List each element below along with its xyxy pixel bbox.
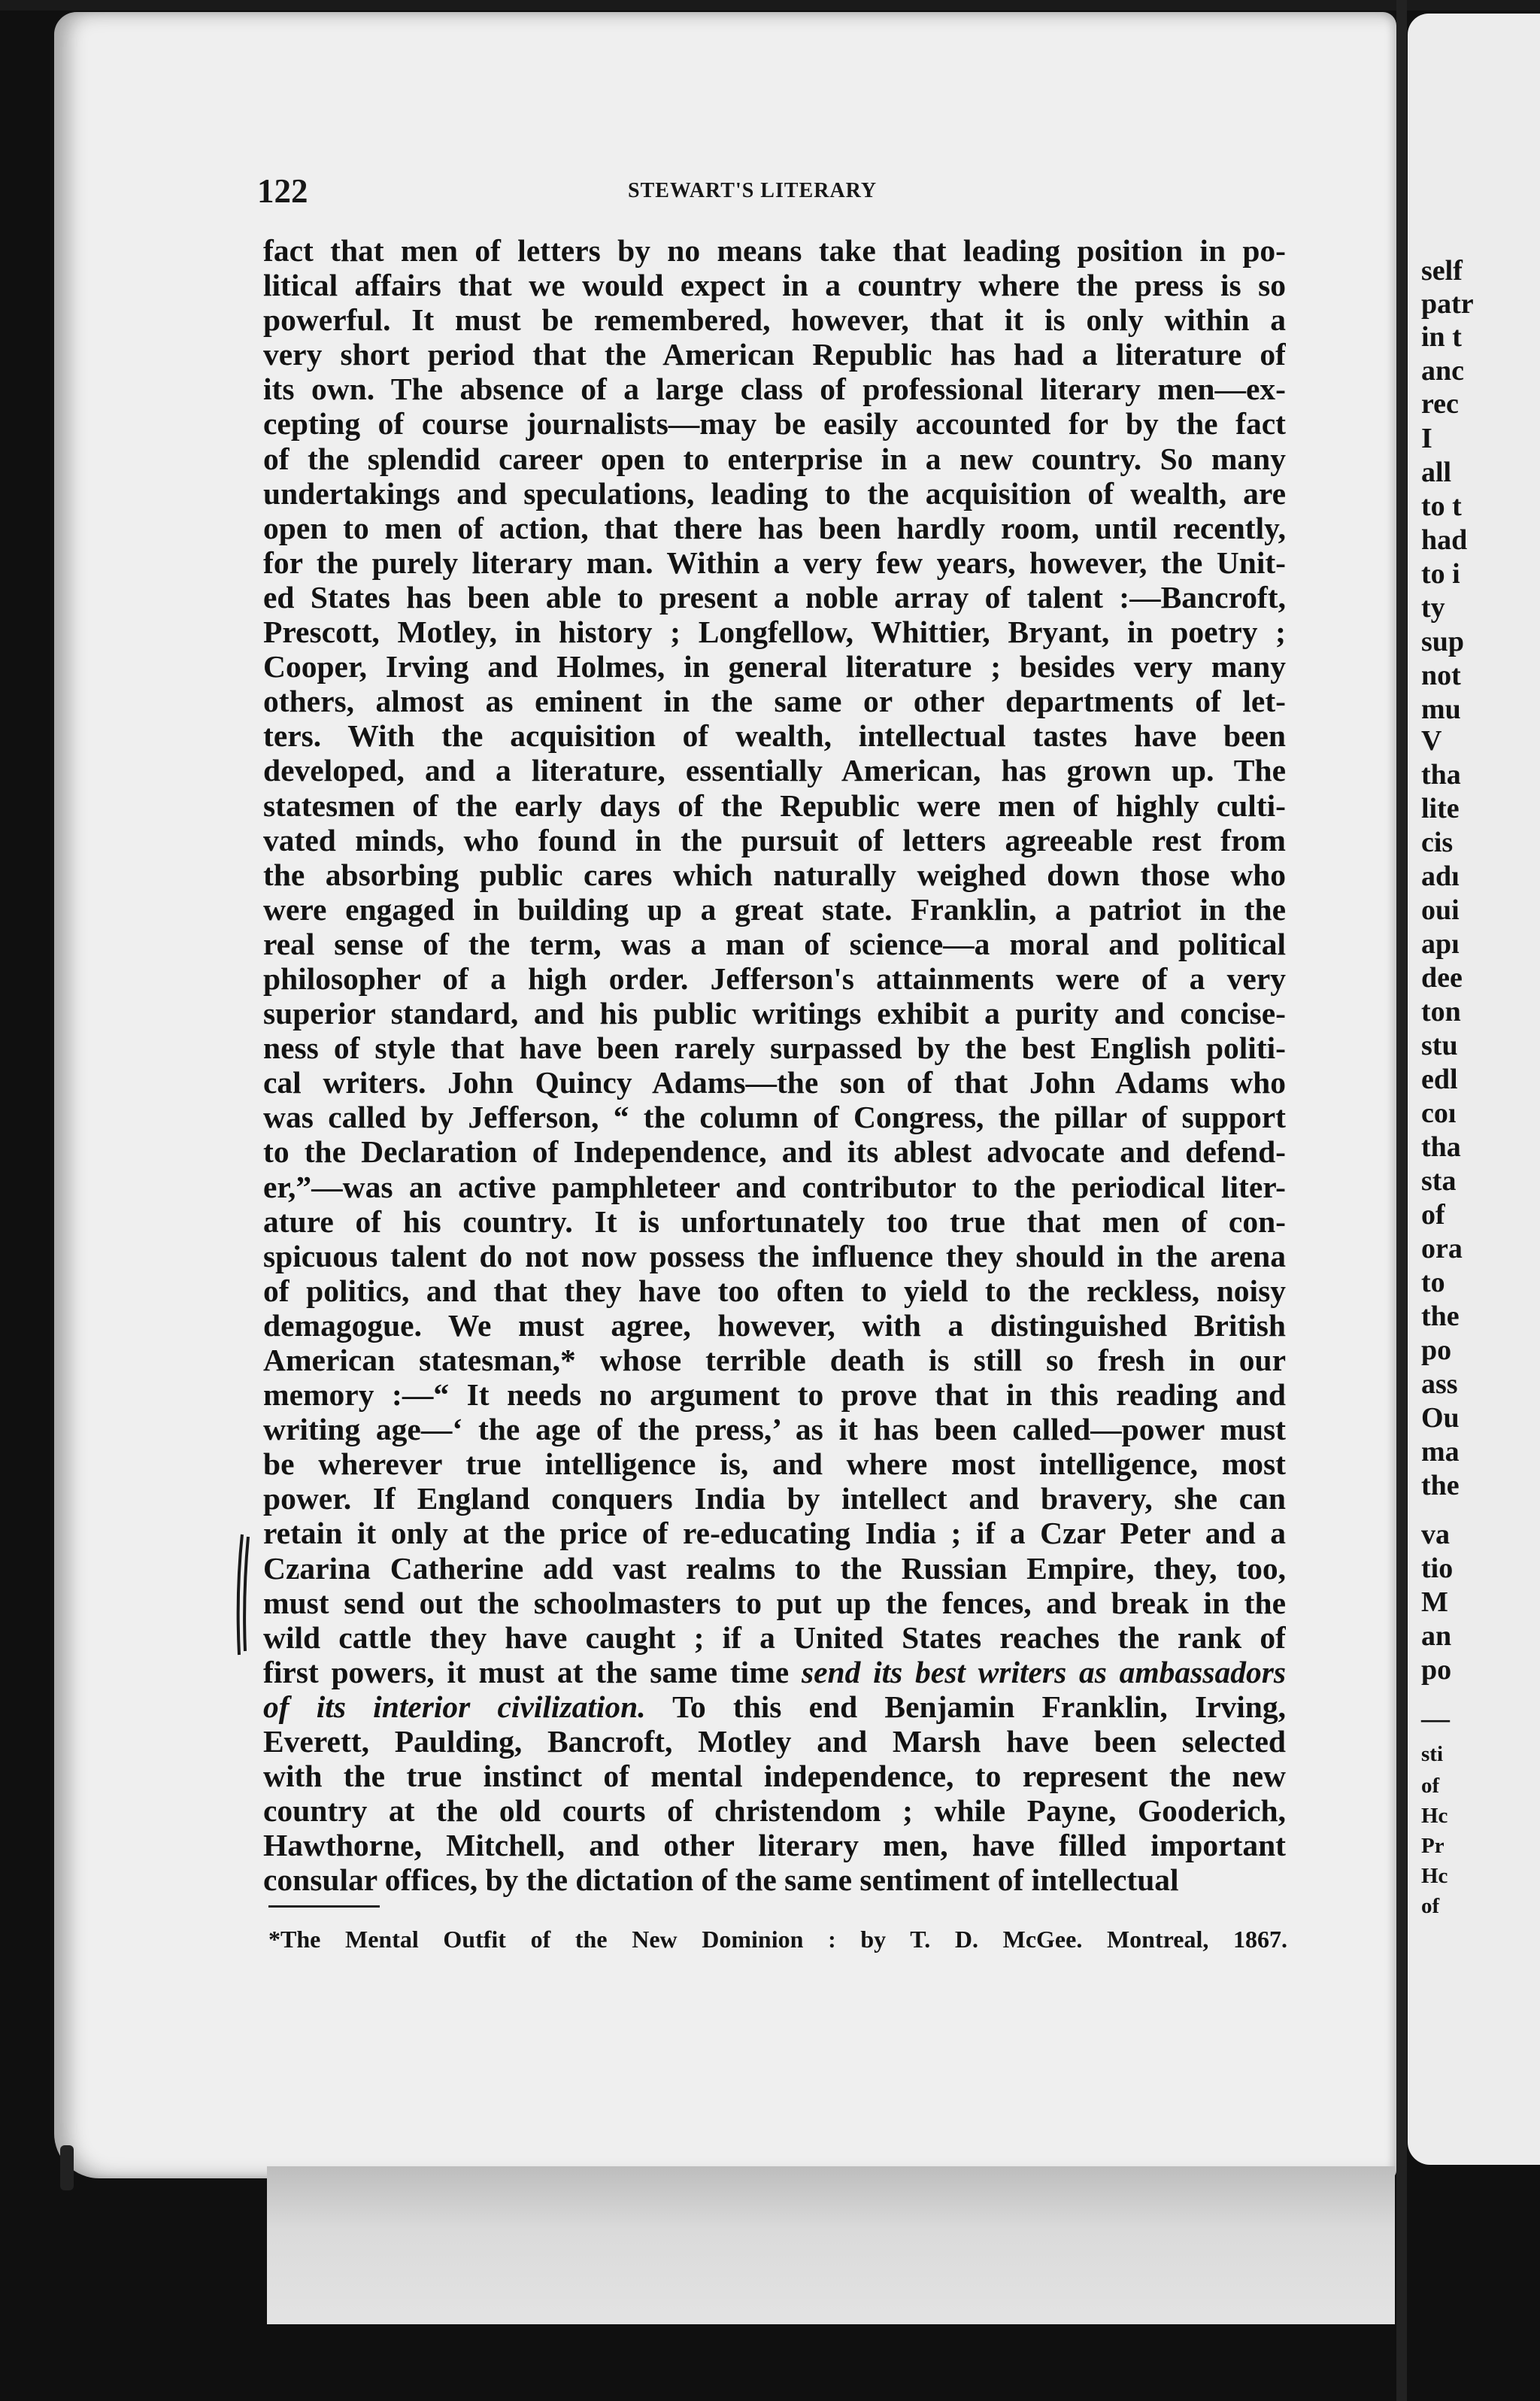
body-line: of its interior civilization. To this end Benjamin Franklin, Irving, — [263, 1689, 1286, 1724]
facing-page-fragment: Ou — [1421, 1402, 1460, 1434]
body-line: of politics, and that they have too often to yield to the reckless, noisy — [263, 1273, 1286, 1308]
body-line: to the Declaration of Independence, and its ablest advocate and defend- — [263, 1134, 1286, 1170]
body-line: wild cattle they have caught ; if a United States reaches the rank of — [263, 1619, 1286, 1655]
body-line: cal writers. John Quincy Adams—the son of that John Adams who — [263, 1065, 1286, 1100]
facing-page-fragment: sup — [1421, 626, 1465, 657]
body-line: for the purely literary man. Within a very few years, however, the Unit- — [263, 545, 1286, 580]
body-line: vated minds, who found in the pursuit of letters agreeable rest from — [263, 822, 1286, 858]
facing-page-fragment: va — [1421, 1519, 1450, 1550]
body-line: American statesman,* whose terrible death is still so fresh in our — [263, 1343, 1286, 1377]
body-line: cepting of course journalists—may be easily accounted for by the fact — [263, 406, 1286, 442]
body-line: real sense of the term, was a man of science—a moral and political — [263, 926, 1286, 961]
body-line: demagogue. We must agree, however, with a distinguished British — [263, 1307, 1286, 1343]
facing-page-fragment: ma — [1421, 1436, 1460, 1468]
facing-page-fragment: rec — [1421, 388, 1459, 420]
facing-page-fragment: stu — [1421, 1030, 1458, 1061]
facing-page-fragment: po — [1421, 1654, 1452, 1686]
facing-page-fragment: apı — [1421, 928, 1460, 960]
footnote: *The Mental Outfit of the New Dominion : by T. D. McGee. Montreal, 1867. — [268, 1926, 1287, 1953]
body-line: others, almost as eminent in the same or other departments of let- — [263, 684, 1286, 719]
facing-page-fragment: anc — [1421, 355, 1464, 387]
body-line: were engaged in building up a great state. Franklin, a patriot in the — [263, 891, 1286, 927]
body-line: open to men of action, that there has been hardly room, until recently, — [263, 510, 1286, 545]
body-line: Czarina Catherine add vast realms to the Russian Empire, they, too, — [263, 1550, 1286, 1586]
facing-page-fragment: Pr — [1421, 1834, 1445, 1858]
facing-page-fragment: patr — [1421, 288, 1474, 320]
body-line: memory :—“ It needs no argument to prove that in this reading and — [263, 1377, 1286, 1413]
body-line: Everett, Paulding, Bancroft, Motley and Marsh have been selected — [263, 1724, 1286, 1759]
body-line: of the splendid career open to enterprise in a new country. So many — [263, 441, 1286, 476]
facing-page-fragment: of — [1421, 1774, 1440, 1798]
facing-page-fragment: self — [1421, 255, 1463, 287]
scan-top-border — [0, 0, 1540, 11]
body-line: was called by Jefferson, “ the column of Congress, the pillar of support — [263, 1100, 1286, 1135]
facing-page-fragment: tio — [1421, 1553, 1454, 1584]
facing-page-fragment: of — [1421, 1199, 1445, 1231]
margin-annotation-mark — [230, 1531, 250, 1659]
facing-page-fragment: tha — [1421, 759, 1461, 791]
facing-page-fragment: tha — [1421, 1131, 1461, 1163]
body-line: er,”—was an active pamphleteer and contributor to the periodical liter- — [263, 1169, 1286, 1204]
facing-page-fragment: coı — [1421, 1097, 1457, 1129]
body-line: first powers, it must at the same time send its best writers as ambassadors — [263, 1654, 1286, 1689]
facing-page-fragment: ty — [1421, 592, 1445, 624]
facing-page-fragment: not — [1421, 660, 1461, 691]
facing-page-fragment: Hc — [1421, 1864, 1448, 1888]
body-line: retain it only at the price of re-educating India ; if a Czar Peter and a — [263, 1516, 1286, 1551]
body-line: powerful. It must be remembered, however, that it is only within a — [263, 302, 1286, 338]
body-line: ness of style that have been rarely surpassed by the best English politi- — [263, 1031, 1286, 1066]
body-line: ed States has been able to present a noble array of talent :—Bancroft, — [263, 579, 1286, 615]
body-line: must send out the schoolmasters to put up the fences, and break in the — [263, 1585, 1286, 1620]
facing-page-fragment: adı — [1421, 861, 1460, 892]
page-bottom-fold — [267, 2166, 1395, 2324]
facing-page-fragment: edl — [1421, 1064, 1458, 1095]
facing-page-fragment: — — [1421, 1703, 1450, 1735]
body-line: its own. The absence of a large class of professional literary men—ex- — [263, 372, 1286, 407]
body-line: with the true instinct of mental independence, to represent the new — [263, 1759, 1286, 1794]
body-line: statesmen of the early days of the Republic were men of highly culti- — [263, 788, 1286, 823]
body-line: Cooper, Irving and Holmes, in general literature ; besides very many — [263, 649, 1286, 684]
facing-page-fragment: to t — [1421, 490, 1462, 522]
footnote-rule — [268, 1905, 380, 1908]
facing-page-fragment: the — [1421, 1470, 1460, 1501]
body-line: philosopher of a high order. Jefferson's attainments were of a very — [263, 961, 1286, 996]
body-line: developed, and a literature, essentially American, has grown up. The — [263, 753, 1286, 788]
body-line: Prescott, Motley, in history ; Longfellow, Whittier, Bryant, in poetry ; — [263, 615, 1286, 650]
facing-page-fragment: sta — [1421, 1165, 1457, 1197]
book-gutter — [1396, 0, 1407, 2401]
facing-page-fragment: Hc — [1421, 1804, 1448, 1828]
scan-edge-mark — [60, 2145, 74, 2190]
body-text — [263, 233, 1286, 1898]
facing-page-fragment: sti — [1421, 1742, 1443, 1766]
facing-page-fragment: had — [1421, 524, 1468, 556]
facing-page-fragment: of — [1421, 1894, 1440, 1918]
facing-page-fragment: ora — [1421, 1233, 1463, 1264]
facing-page-fragment: lite — [1421, 793, 1460, 824]
facing-page-fragment: to i — [1421, 558, 1460, 590]
running-head: STEWART'S LITERARY — [628, 179, 878, 202]
page-number: 122 — [257, 172, 308, 210]
facing-page-fragment: in t — [1421, 321, 1462, 353]
facing-page-fragment: all — [1421, 457, 1452, 488]
facing-page-fragment: po — [1421, 1334, 1452, 1366]
body-line: very short period that the American Republic has had a literature of — [263, 337, 1286, 372]
body-line: ature of his country. It is unfortunately too true that men of con- — [263, 1204, 1286, 1239]
body-line: spicuous talent do not now possess the influence they should in the arena — [263, 1238, 1286, 1273]
facing-page-fragment: mu — [1421, 694, 1461, 725]
facing-page-fragment: M — [1421, 1586, 1448, 1618]
facing-page-fragment: I — [1421, 423, 1432, 454]
body-line: superior standard, and his public writings exhibit a purity and concise- — [263, 996, 1286, 1031]
body-line: undertakings and speculations, leading to the acquisition of wealth, are — [263, 475, 1286, 511]
body-line: power. If England conquers India by intellect and bravery, she can — [263, 1481, 1286, 1516]
facing-page-fragment: the — [1421, 1301, 1460, 1332]
facing-page-edge — [1408, 14, 1540, 2165]
body-line: ters. With the acquisition of wealth, intellectual tastes have been — [263, 718, 1286, 754]
facing-page-fragment: cis — [1421, 827, 1454, 858]
facing-page-fragment: ton — [1421, 996, 1461, 1027]
body-line: consular offices, by the dictation of the same sentiment of intellectual — [263, 1862, 1179, 1898]
body-line: Hawthorne, Mitchell, and other literary men, have filled important — [263, 1828, 1286, 1863]
body-line: fact that men of letters by no means take that leading position in po- — [263, 233, 1286, 268]
facing-page-fragment: oui — [1421, 894, 1460, 926]
facing-page-fragment: to — [1421, 1267, 1445, 1298]
facing-page-fragment: an — [1421, 1620, 1452, 1652]
body-line: be wherever true intelligence is, and where most intelligence, most — [263, 1446, 1286, 1482]
body-line: writing age—‘ the age of the press,’ as it has been called—power must — [263, 1412, 1286, 1447]
body-line: the absorbing public cares which naturally weighed down those who — [263, 857, 1286, 892]
body-line: country at the old courts of christendom ; while Payne, Gooderich, — [263, 1793, 1286, 1829]
italic-phrase: send its best writers as ambassadors — [801, 1654, 1286, 1689]
facing-page-fragment: ass — [1421, 1368, 1458, 1400]
facing-page-fragment: dee — [1421, 962, 1463, 994]
body-line: litical affairs that we would expect in a country where the press is so — [263, 268, 1286, 303]
italic-phrase: of its interior civilization. — [263, 1689, 646, 1724]
facing-page-fragment: V — [1421, 725, 1442, 757]
